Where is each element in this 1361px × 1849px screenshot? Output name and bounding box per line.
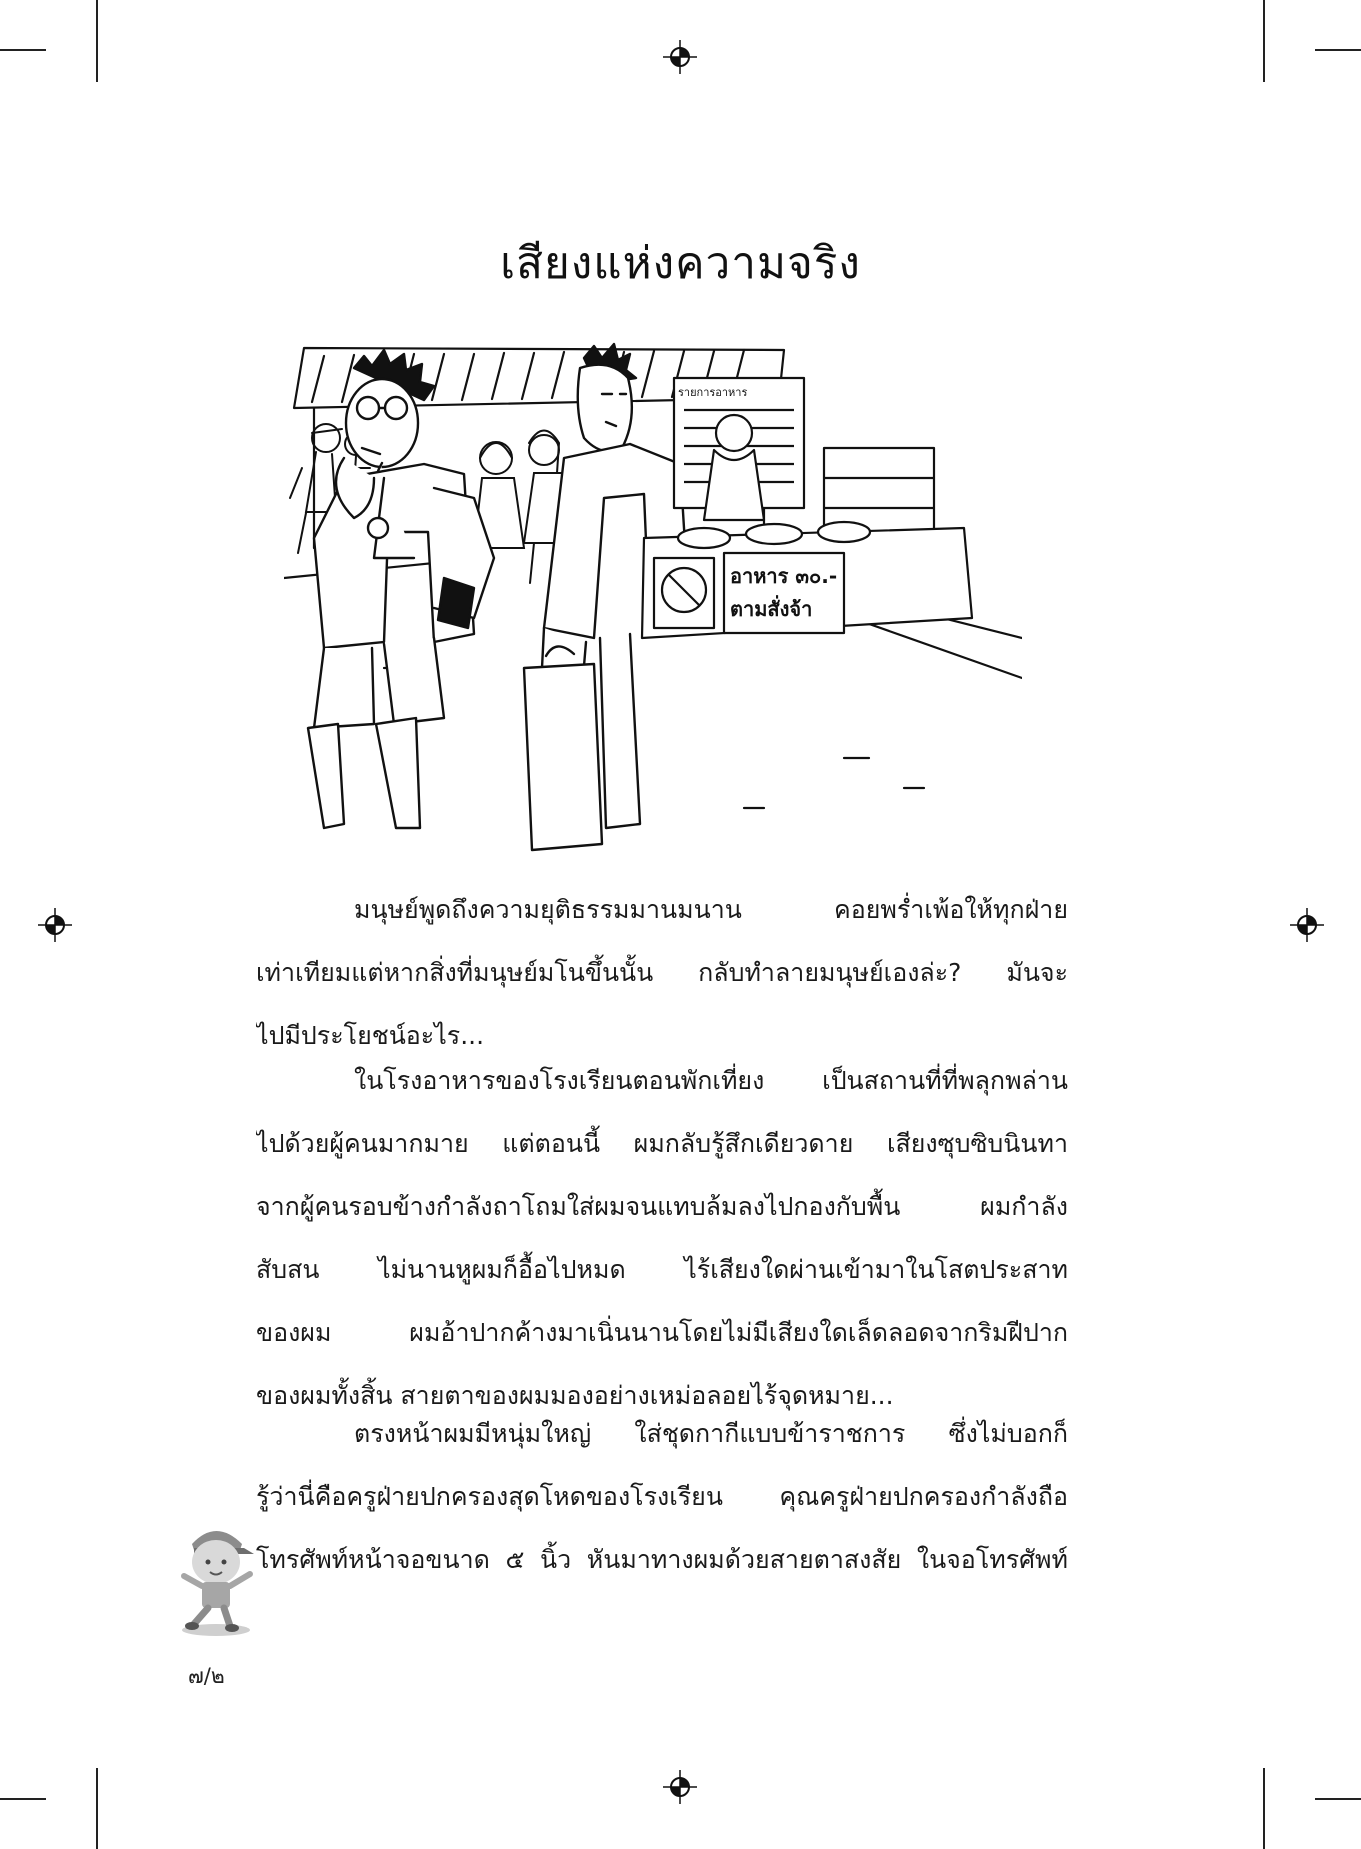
crop-mark-top-left-v: [96, 0, 98, 82]
registration-mark-bottom: [663, 1770, 697, 1804]
stall-sign-price: อาหาร ๓๐.-: [730, 564, 838, 588]
crop-mark-bottom-right-v: [1263, 1768, 1265, 1849]
paragraph-1: [256, 878, 1068, 1067]
text-line: ไปด้วยผู้คนมากมาย แต่ตอนนี้ ผมกลับรู้สึกเดียวดาย เสียงซุบซิบนินทา: [256, 1129, 1068, 1158]
registration-mark-right: [1290, 908, 1324, 942]
crop-mark-top-left-h: [0, 49, 46, 51]
mascot-illustration: [170, 1518, 270, 1638]
crop-mark-bottom-left-v: [96, 1768, 98, 1849]
text-line: ของผมทั้งสิ้น สายตาของผมมองอย่างเหม่อลอยไร้จุดหมาย...: [256, 1381, 894, 1410]
paragraph-2: [256, 1049, 1068, 1427]
text-line: มนุษย์พูดถึงความยุติธรรมมานมนาน คอยพร่ำเพ้อให้ทุกฝ่าย: [354, 895, 1068, 924]
crop-mark-bottom-right-h: [1315, 1798, 1361, 1800]
crop-mark-bottom-left-h: [0, 1798, 46, 1800]
stall-sign-caption: ตามสั่งจ้า: [730, 597, 813, 621]
text-line: ตรงหน้าผมมีหนุ่มใหญ่ ใส่ชุดกากีแบบข้าราชการ ซึ่งไม่บอกก็: [354, 1419, 1068, 1448]
text-line: โทรศัพท์หน้าจอขนาด ๕ นิ้ว หันมาทางผมด้วยสายตาสงสัย ในจอโทรศัพท์: [256, 1545, 1068, 1574]
page-number: ๗/๒: [188, 1664, 225, 1688]
chapter-title: เสียงแห่งความจริง: [500, 238, 861, 289]
canteen-illustration: [284, 338, 1022, 858]
text-line: ในโรงอาหารของโรงเรียนตอนพักเที่ยง เป็นสถานที่ที่พลุกพล่าน: [354, 1066, 1068, 1095]
crop-mark-top-right-v: [1263, 0, 1265, 82]
registration-mark-left: [38, 908, 72, 942]
text-line: เท่าเทียมแต่หากสิ่งที่มนุษย์มโนขึ้นนั้น กลับทำลายมนุษย์เองล่ะ? มันจะ: [256, 958, 1068, 987]
text-line: รู้ว่านี่คือครูฝ่ายปกครองสุดโหดของโรงเรียน คุณครูฝ่ายปกครองกำลังถือ: [256, 1482, 1068, 1511]
crop-mark-top-right-h: [1315, 49, 1361, 51]
text-line: สับสน ไม่นานหูผมก็อื้อไปหมด ไร้เสียงใดผ่านเข้ามาในโสตประสาท: [256, 1255, 1068, 1284]
text-line: จากผู้คนรอบข้างกำลังถาโถมใส่ผมจนแทบล้มลงไปกองกับพื้น ผมกำลัง: [256, 1192, 1068, 1221]
text-line: ไปมีประโยชน์อะไร...: [256, 1021, 485, 1050]
stall-sign-top: รายการอาหาร: [678, 386, 748, 399]
paragraph-3: [256, 1402, 1068, 1591]
registration-mark-top: [663, 40, 697, 74]
text-line: ของผม ผมอ้าปากค้างมาเนิ่นนานโดยไม่มีเสียงใดเล็ดลอดจากริมฝีปาก: [256, 1318, 1068, 1347]
